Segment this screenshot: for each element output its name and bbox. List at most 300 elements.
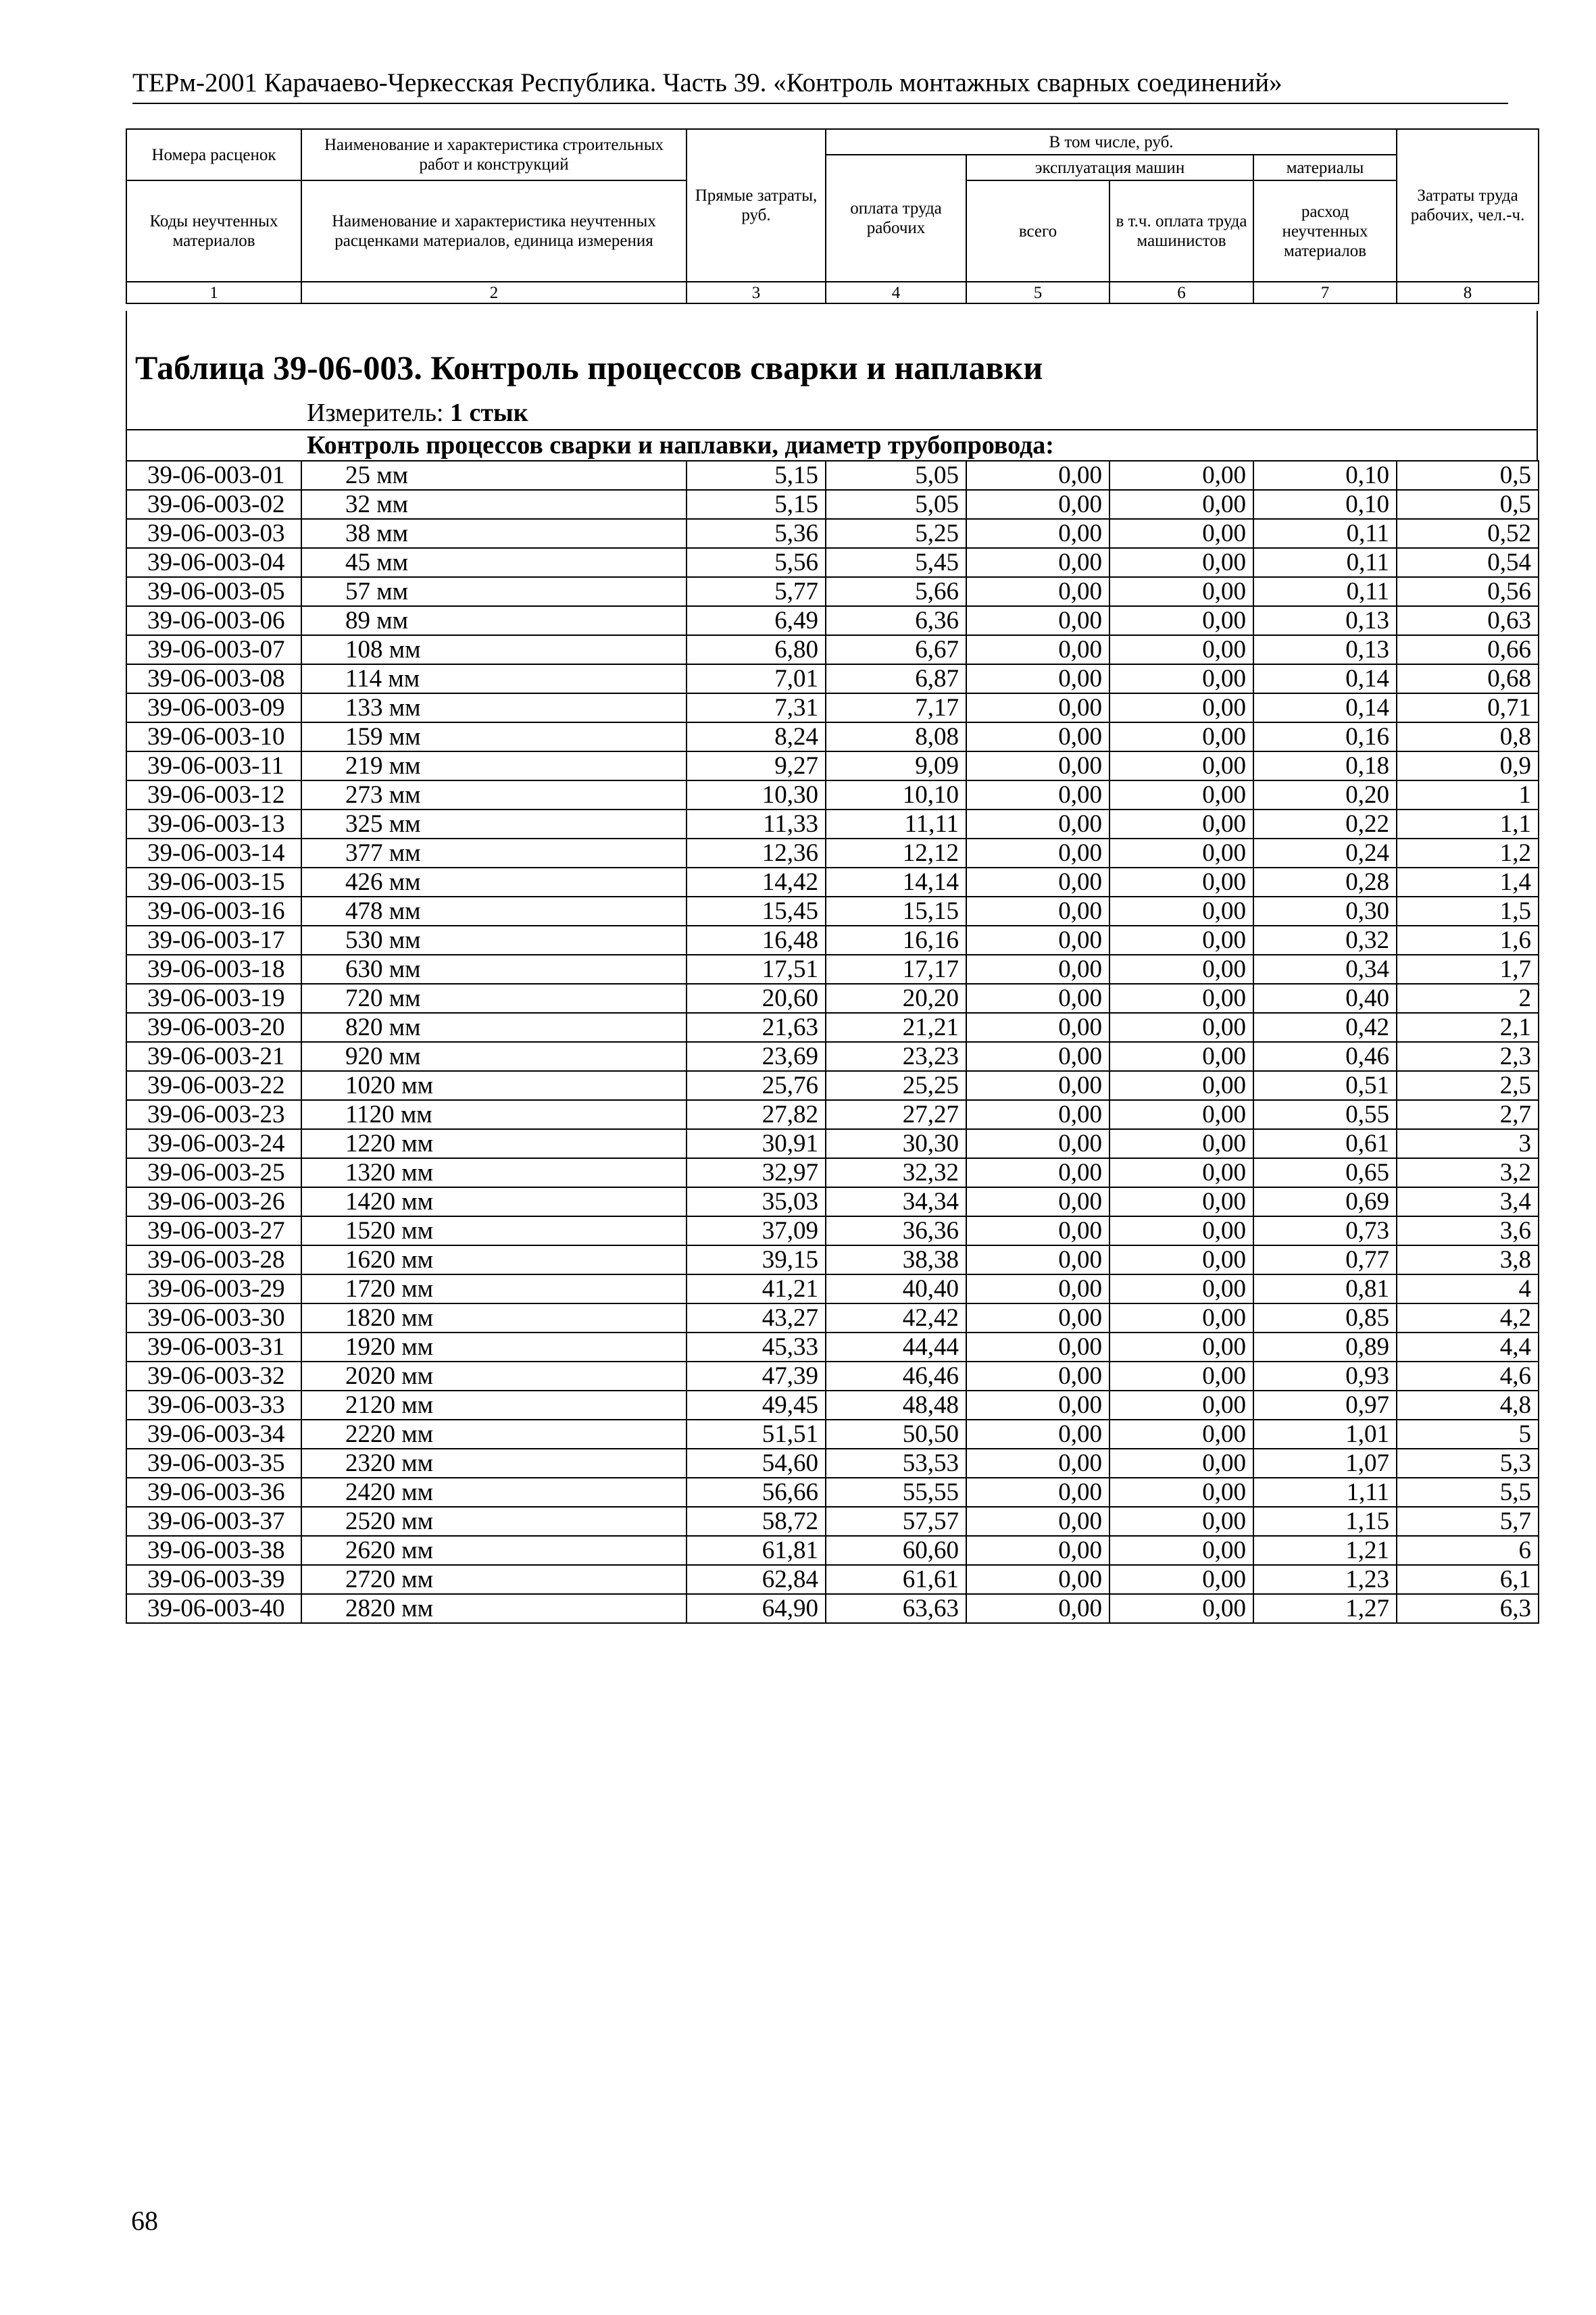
diameter-cell: 1520 мм	[301, 1216, 687, 1245]
direct-costs-cell: 6,80	[687, 635, 826, 664]
rate-code-cell: 39-06-003-11	[126, 751, 301, 780]
machinist-pay-cell: 0,00	[1109, 1013, 1253, 1042]
rate-code-cell: 39-06-003-06	[126, 606, 301, 635]
diameter-cell: 108 мм	[301, 635, 687, 664]
machines-total-cell: 0,00	[966, 693, 1109, 722]
column-number: 1	[126, 282, 301, 303]
material-consumption-cell: 0,14	[1253, 664, 1397, 693]
machines-total-cell: 0,00	[966, 1478, 1109, 1507]
labor-costs-cell: 0,66	[1397, 635, 1539, 664]
machinist-pay-cell: 0,00	[1109, 1449, 1253, 1478]
machines-total-cell: 0,00	[966, 897, 1109, 926]
direct-costs-cell: 35,03	[687, 1187, 826, 1216]
material-consumption-cell: 1,07	[1253, 1449, 1397, 1478]
rate-code-cell: 39-06-003-04	[126, 548, 301, 577]
material-consumption-cell: 0,13	[1253, 635, 1397, 664]
material-consumption-cell: 0,16	[1253, 722, 1397, 751]
machinist-pay-cell: 0,00	[1109, 1362, 1253, 1391]
machines-total-cell: 0,00	[966, 1187, 1109, 1216]
worker-pay-cell: 32,32	[826, 1158, 966, 1187]
table-row	[126, 1187, 1539, 1216]
labor-costs-cell: 1,6	[1397, 926, 1539, 955]
material-consumption-cell: 0,13	[1253, 606, 1397, 635]
table-row	[126, 1333, 1539, 1362]
worker-pay-cell: 15,15	[826, 897, 966, 926]
header-machine-operation: эксплуатация машин	[966, 155, 1253, 180]
labor-costs-cell: 0,8	[1397, 722, 1539, 751]
machines-total-cell: 0,00	[966, 1536, 1109, 1565]
rate-code-cell: 39-06-003-33	[126, 1391, 301, 1420]
machinist-pay-cell: 0,00	[1109, 1100, 1253, 1129]
labor-costs-cell: 4,6	[1397, 1362, 1539, 1391]
rate-code-cell: 39-06-003-07	[126, 635, 301, 664]
rate-code-cell: 39-06-003-27	[126, 1216, 301, 1245]
material-consumption-cell: 0,65	[1253, 1158, 1397, 1187]
worker-pay-cell: 57,57	[826, 1507, 966, 1536]
machinist-pay-cell: 0,00	[1109, 1274, 1253, 1303]
direct-costs-cell: 56,66	[687, 1478, 826, 1507]
diameter-cell: 1420 мм	[301, 1187, 687, 1216]
column-number: 4	[826, 282, 966, 303]
material-consumption-cell: 0,77	[1253, 1245, 1397, 1274]
labor-costs-cell: 0,54	[1397, 548, 1539, 577]
rate-code-cell: 39-06-003-34	[126, 1420, 301, 1449]
direct-costs-cell: 9,27	[687, 751, 826, 780]
material-consumption-cell: 1,27	[1253, 1594, 1397, 1623]
machines-total-cell: 0,00	[966, 577, 1109, 606]
worker-pay-cell: 40,40	[826, 1274, 966, 1303]
direct-costs-cell: 32,97	[687, 1158, 826, 1187]
worker-pay-cell: 46,46	[826, 1362, 966, 1391]
worker-pay-cell: 48,48	[826, 1391, 966, 1420]
direct-costs-cell: 7,31	[687, 693, 826, 722]
direct-costs-cell: 8,24	[687, 722, 826, 751]
machines-total-cell: 0,00	[966, 1013, 1109, 1042]
labor-costs-cell: 6,1	[1397, 1565, 1539, 1594]
machines-total-cell: 0,00	[966, 606, 1109, 635]
direct-costs-cell: 45,33	[687, 1333, 826, 1362]
material-consumption-cell: 0,24	[1253, 839, 1397, 868]
direct-costs-cell: 30,91	[687, 1129, 826, 1158]
rate-code-cell: 39-06-003-05	[126, 577, 301, 606]
diameter-cell: 219 мм	[301, 751, 687, 780]
table-row	[126, 1129, 1539, 1158]
machinist-pay-cell: 0,00	[1109, 1333, 1253, 1362]
labor-costs-cell: 0,52	[1397, 519, 1539, 548]
diameter-cell: 2520 мм	[301, 1507, 687, 1536]
diameter-cell: 720 мм	[301, 984, 687, 1013]
rate-code-cell: 39-06-003-38	[126, 1536, 301, 1565]
document-header: ТЕРм-2001 Карачаево-Черкесская Республика. Часть 39. «Контроль монтажных сварных соединений»	[132, 68, 1508, 104]
column-number: 7	[1253, 282, 1397, 303]
diameter-cell: 377 мм	[301, 839, 687, 868]
unit-line	[307, 398, 528, 428]
labor-costs-cell: 1,4	[1397, 868, 1539, 897]
table-row	[126, 868, 1539, 897]
machines-total-cell: 0,00	[966, 490, 1109, 519]
labor-costs-cell: 5	[1397, 1420, 1539, 1449]
direct-costs-cell: 27,82	[687, 1100, 826, 1129]
rate-code-cell: 39-06-003-25	[126, 1158, 301, 1187]
rate-code-cell: 39-06-003-35	[126, 1449, 301, 1478]
column-number: 6	[1109, 282, 1253, 303]
table-title: Таблица 39-06-003. Контроль процессов сварки и наплавки	[135, 349, 1043, 387]
labor-costs-cell: 1,5	[1397, 897, 1539, 926]
diameter-cell: 25 мм	[301, 461, 687, 490]
direct-costs-cell: 10,30	[687, 780, 826, 810]
machines-total-cell: 0,00	[966, 1303, 1109, 1333]
machinist-pay-cell: 0,00	[1109, 519, 1253, 548]
diameter-cell: 1220 мм	[301, 1129, 687, 1158]
rate-code-cell: 39-06-003-08	[126, 664, 301, 693]
column-number: 8	[1397, 282, 1539, 303]
direct-costs-cell: 5,56	[687, 548, 826, 577]
diameter-cell: 630 мм	[301, 955, 687, 984]
worker-pay-cell: 5,45	[826, 548, 966, 577]
rate-code-cell: 39-06-003-32	[126, 1362, 301, 1391]
worker-pay-cell: 6,87	[826, 664, 966, 693]
machines-total-cell: 0,00	[966, 1565, 1109, 1594]
direct-costs-cell: 7,01	[687, 664, 826, 693]
worker-pay-cell: 20,20	[826, 984, 966, 1013]
diameter-cell: 2820 мм	[301, 1594, 687, 1623]
page-number: 68	[131, 2206, 158, 2236]
table-row	[126, 1565, 1539, 1594]
diameter-cell: 820 мм	[301, 1013, 687, 1042]
worker-pay-cell: 30,30	[826, 1129, 966, 1158]
rate-code-cell: 39-06-003-14	[126, 839, 301, 868]
machines-total-cell: 0,00	[966, 1129, 1109, 1158]
direct-costs-cell: 47,39	[687, 1362, 826, 1391]
labor-costs-cell: 3,4	[1397, 1187, 1539, 1216]
machinist-pay-cell: 0,00	[1109, 1420, 1253, 1449]
rate-code-cell: 39-06-003-24	[126, 1129, 301, 1158]
header-material-name: Наименование и характеристика неучтенных расценками материалов, единица измерения	[301, 180, 687, 282]
machinist-pay-cell: 0,00	[1109, 548, 1253, 577]
machines-total-cell: 0,00	[966, 1216, 1109, 1245]
direct-costs-cell: 6,49	[687, 606, 826, 635]
worker-pay-cell: 5,66	[826, 577, 966, 606]
machinist-pay-cell: 0,00	[1109, 1245, 1253, 1274]
machinist-pay-cell: 0,00	[1109, 926, 1253, 955]
rate-code-cell: 39-06-003-29	[126, 1274, 301, 1303]
machinist-pay-cell: 0,00	[1109, 1071, 1253, 1100]
table-row	[126, 839, 1539, 868]
header-materials: материалы	[1253, 155, 1397, 180]
table-row	[126, 664, 1539, 693]
worker-pay-cell: 5,05	[826, 490, 966, 519]
column-number: 3	[687, 282, 826, 303]
header-material-codes: Коды неучтенных материалов	[126, 180, 301, 282]
machinist-pay-cell: 0,00	[1109, 461, 1253, 490]
labor-costs-cell: 0,9	[1397, 751, 1539, 780]
table-row	[126, 897, 1539, 926]
labor-costs-cell: 1,2	[1397, 839, 1539, 868]
header-labor-costs: Затраты труда рабочих, чел.-ч.	[1397, 129, 1539, 282]
labor-costs-cell: 0,68	[1397, 664, 1539, 693]
material-consumption-cell: 0,11	[1253, 548, 1397, 577]
rate-code-cell: 39-06-003-30	[126, 1303, 301, 1333]
labor-costs-cell: 2,7	[1397, 1100, 1539, 1129]
rate-code-cell: 39-06-003-13	[126, 810, 301, 839]
diameter-cell: 1820 мм	[301, 1303, 687, 1333]
direct-costs-cell: 21,63	[687, 1013, 826, 1042]
material-consumption-cell: 1,11	[1253, 1478, 1397, 1507]
material-consumption-cell: 0,11	[1253, 577, 1397, 606]
worker-pay-cell: 8,08	[826, 722, 966, 751]
table-row	[126, 1274, 1539, 1303]
table-row	[126, 490, 1539, 519]
diameter-cell: 2720 мм	[301, 1565, 687, 1594]
direct-costs-cell: 37,09	[687, 1216, 826, 1245]
machines-total-cell: 0,00	[966, 868, 1109, 897]
worker-pay-cell: 42,42	[826, 1303, 966, 1333]
labor-costs-cell: 4,8	[1397, 1391, 1539, 1420]
material-consumption-cell: 0,55	[1253, 1100, 1397, 1129]
header-work-name: Наименование и характеристика строительных работ и конструкций	[301, 129, 687, 180]
column-number: 2	[301, 282, 687, 303]
table-row	[126, 548, 1539, 577]
machinist-pay-cell: 0,00	[1109, 1536, 1253, 1565]
diameter-cell: 2620 мм	[301, 1536, 687, 1565]
rate-code-cell: 39-06-003-26	[126, 1187, 301, 1216]
rate-code-cell: 39-06-003-28	[126, 1245, 301, 1274]
diameter-cell: 89 мм	[301, 606, 687, 635]
machinist-pay-cell: 0,00	[1109, 1158, 1253, 1187]
material-consumption-cell: 0,28	[1253, 868, 1397, 897]
rates-table-body	[126, 461, 1539, 1623]
diameter-cell: 478 мм	[301, 897, 687, 926]
machinist-pay-cell: 0,00	[1109, 955, 1253, 984]
table-row	[126, 1042, 1539, 1071]
worker-pay-cell: 61,61	[826, 1565, 966, 1594]
machines-total-cell: 0,00	[966, 519, 1109, 548]
worker-pay-cell: 7,17	[826, 693, 966, 722]
labor-costs-cell: 6,3	[1397, 1594, 1539, 1623]
rate-code-cell: 39-06-003-10	[126, 722, 301, 751]
diameter-cell: 1120 мм	[301, 1100, 687, 1129]
diameter-cell: 273 мм	[301, 780, 687, 810]
direct-costs-cell: 5,36	[687, 519, 826, 548]
header-direct-costs: Прямые затраты, руб.	[687, 129, 826, 282]
machinist-pay-cell: 0,00	[1109, 606, 1253, 635]
table-row	[126, 955, 1539, 984]
unit-value: 1 стык	[450, 399, 528, 427]
table-title-section	[126, 311, 1538, 430]
machines-total-cell: 0,00	[966, 1333, 1109, 1362]
material-consumption-cell: 0,22	[1253, 810, 1397, 839]
table-row	[126, 1100, 1539, 1129]
machinist-pay-cell: 0,00	[1109, 984, 1253, 1013]
machinist-pay-cell: 0,00	[1109, 897, 1253, 926]
diameter-cell: 2120 мм	[301, 1391, 687, 1420]
table-row	[126, 1303, 1539, 1333]
diameter-cell: 133 мм	[301, 693, 687, 722]
header-including: В том числе, руб.	[826, 129, 1397, 155]
worker-pay-cell: 36,36	[826, 1216, 966, 1245]
machinist-pay-cell: 0,00	[1109, 1391, 1253, 1420]
machines-total-cell: 0,00	[966, 635, 1109, 664]
machines-total-cell: 0,00	[966, 1420, 1109, 1449]
worker-pay-cell: 16,16	[826, 926, 966, 955]
header-machines-total: всего	[966, 180, 1109, 282]
machinist-pay-cell: 0,00	[1109, 751, 1253, 780]
labor-costs-cell: 3,8	[1397, 1245, 1539, 1274]
machinist-pay-cell: 0,00	[1109, 780, 1253, 810]
material-consumption-cell: 0,69	[1253, 1187, 1397, 1216]
material-consumption-cell: 0,81	[1253, 1274, 1397, 1303]
machinist-pay-cell: 0,00	[1109, 722, 1253, 751]
machines-total-cell: 0,00	[966, 984, 1109, 1013]
diameter-cell: 2420 мм	[301, 1478, 687, 1507]
rate-code-cell: 39-06-003-09	[126, 693, 301, 722]
labor-costs-cell: 4,4	[1397, 1333, 1539, 1362]
machines-total-cell: 0,00	[966, 780, 1109, 810]
labor-costs-cell: 4	[1397, 1274, 1539, 1303]
worker-pay-cell: 25,25	[826, 1071, 966, 1100]
diameter-cell: 57 мм	[301, 577, 687, 606]
machines-total-cell: 0,00	[966, 1158, 1109, 1187]
labor-costs-cell: 0,63	[1397, 606, 1539, 635]
worker-pay-cell: 12,12	[826, 839, 966, 868]
direct-costs-cell: 14,42	[687, 868, 826, 897]
header-material-consumption: расход неучтенных материалов	[1253, 180, 1397, 282]
machines-total-cell: 0,00	[966, 1507, 1109, 1536]
labor-costs-cell: 1	[1397, 780, 1539, 810]
labor-costs-cell: 3,2	[1397, 1158, 1539, 1187]
diameter-cell: 325 мм	[301, 810, 687, 839]
worker-pay-cell: 9,09	[826, 751, 966, 780]
machinist-pay-cell: 0,00	[1109, 868, 1253, 897]
diameter-cell: 2220 мм	[301, 1420, 687, 1449]
rate-code-cell: 39-06-003-15	[126, 868, 301, 897]
rate-code-cell: 39-06-003-01	[126, 461, 301, 490]
labor-costs-cell: 6	[1397, 1536, 1539, 1565]
material-consumption-cell: 0,10	[1253, 490, 1397, 519]
rate-code-cell: 39-06-003-17	[126, 926, 301, 955]
table-row	[126, 1362, 1539, 1391]
rate-code-cell: 39-06-003-23	[126, 1100, 301, 1129]
table-row	[126, 1071, 1539, 1100]
direct-costs-cell: 25,76	[687, 1071, 826, 1100]
unit-label: Измеритель:	[307, 399, 444, 427]
machines-total-cell: 0,00	[966, 1362, 1109, 1391]
labor-costs-cell: 3	[1397, 1129, 1539, 1158]
table-row	[126, 926, 1539, 955]
material-consumption-cell: 0,34	[1253, 955, 1397, 984]
worker-pay-cell: 5,05	[826, 461, 966, 490]
direct-costs-cell: 11,33	[687, 810, 826, 839]
table-row	[126, 984, 1539, 1013]
material-consumption-cell: 1,15	[1253, 1507, 1397, 1536]
machines-total-cell: 0,00	[966, 1071, 1109, 1100]
machines-total-cell: 0,00	[966, 1042, 1109, 1071]
worker-pay-cell: 23,23	[826, 1042, 966, 1071]
direct-costs-cell: 23,69	[687, 1042, 826, 1071]
material-consumption-cell: 0,20	[1253, 780, 1397, 810]
diameter-cell: 1920 мм	[301, 1333, 687, 1362]
table-row	[126, 1536, 1539, 1565]
rate-code-cell: 39-06-003-18	[126, 955, 301, 984]
table-row	[126, 1420, 1539, 1449]
worker-pay-cell: 17,17	[826, 955, 966, 984]
table-row	[126, 1478, 1539, 1507]
rate-code-cell: 39-06-003-20	[126, 1013, 301, 1042]
diameter-cell: 38 мм	[301, 519, 687, 548]
machines-total-cell: 0,00	[966, 461, 1109, 490]
worker-pay-cell: 21,21	[826, 1013, 966, 1042]
material-consumption-cell: 0,51	[1253, 1071, 1397, 1100]
material-consumption-cell: 0,10	[1253, 461, 1397, 490]
labor-costs-cell: 2,5	[1397, 1071, 1539, 1100]
machines-total-cell: 0,00	[966, 839, 1109, 868]
labor-costs-cell: 2,3	[1397, 1042, 1539, 1071]
machines-total-cell: 0,00	[966, 1274, 1109, 1303]
machines-total-cell: 0,00	[966, 1100, 1109, 1129]
direct-costs-cell: 15,45	[687, 897, 826, 926]
diameter-cell: 530 мм	[301, 926, 687, 955]
diameter-cell: 1720 мм	[301, 1274, 687, 1303]
worker-pay-cell: 6,36	[826, 606, 966, 635]
diameter-cell: 2320 мм	[301, 1449, 687, 1478]
worker-pay-cell: 5,25	[826, 519, 966, 548]
labor-costs-cell: 1,1	[1397, 810, 1539, 839]
machines-total-cell: 0,00	[966, 810, 1109, 839]
direct-costs-cell: 62,84	[687, 1565, 826, 1594]
labor-costs-cell: 2,1	[1397, 1013, 1539, 1042]
machinist-pay-cell: 0,00	[1109, 577, 1253, 606]
worker-pay-cell: 38,38	[826, 1245, 966, 1274]
machinist-pay-cell: 0,00	[1109, 1042, 1253, 1071]
direct-costs-cell: 39,15	[687, 1245, 826, 1274]
rate-code-cell: 39-06-003-22	[126, 1071, 301, 1100]
machinist-pay-cell: 0,00	[1109, 664, 1253, 693]
worker-pay-cell: 63,63	[826, 1594, 966, 1623]
table-row	[126, 1158, 1539, 1187]
machinist-pay-cell: 0,00	[1109, 1565, 1253, 1594]
rate-code-cell: 39-06-003-37	[126, 1507, 301, 1536]
machinist-pay-cell: 0,00	[1109, 1216, 1253, 1245]
rate-code-cell: 39-06-003-02	[126, 490, 301, 519]
material-consumption-cell: 0,93	[1253, 1362, 1397, 1391]
direct-costs-cell: 49,45	[687, 1391, 826, 1420]
table-row	[126, 519, 1539, 548]
diameter-cell: 2020 мм	[301, 1362, 687, 1391]
material-consumption-cell: 1,21	[1253, 1536, 1397, 1565]
material-consumption-cell: 0,11	[1253, 519, 1397, 548]
rate-code-cell: 39-06-003-03	[126, 519, 301, 548]
table-row	[126, 1391, 1539, 1420]
direct-costs-cell: 5,77	[687, 577, 826, 606]
machines-total-cell: 0,00	[966, 926, 1109, 955]
labor-costs-cell: 0,5	[1397, 461, 1539, 490]
table-row	[126, 1013, 1539, 1042]
labor-costs-cell: 0,5	[1397, 490, 1539, 519]
machines-total-cell: 0,00	[966, 751, 1109, 780]
direct-costs-cell: 16,48	[687, 926, 826, 955]
labor-costs-cell: 0,71	[1397, 693, 1539, 722]
group-section	[126, 430, 1538, 460]
diameter-cell: 114 мм	[301, 664, 687, 693]
machinist-pay-cell: 0,00	[1109, 810, 1253, 839]
rate-code-cell: 39-06-003-12	[126, 780, 301, 810]
worker-pay-cell: 11,11	[826, 810, 966, 839]
rate-code-cell: 39-06-003-39	[126, 1565, 301, 1594]
rate-code-cell: 39-06-003-19	[126, 984, 301, 1013]
material-consumption-cell: 0,85	[1253, 1303, 1397, 1333]
header-worker-pay: оплата труда рабочих	[826, 155, 966, 282]
column-number: 5	[966, 282, 1109, 303]
